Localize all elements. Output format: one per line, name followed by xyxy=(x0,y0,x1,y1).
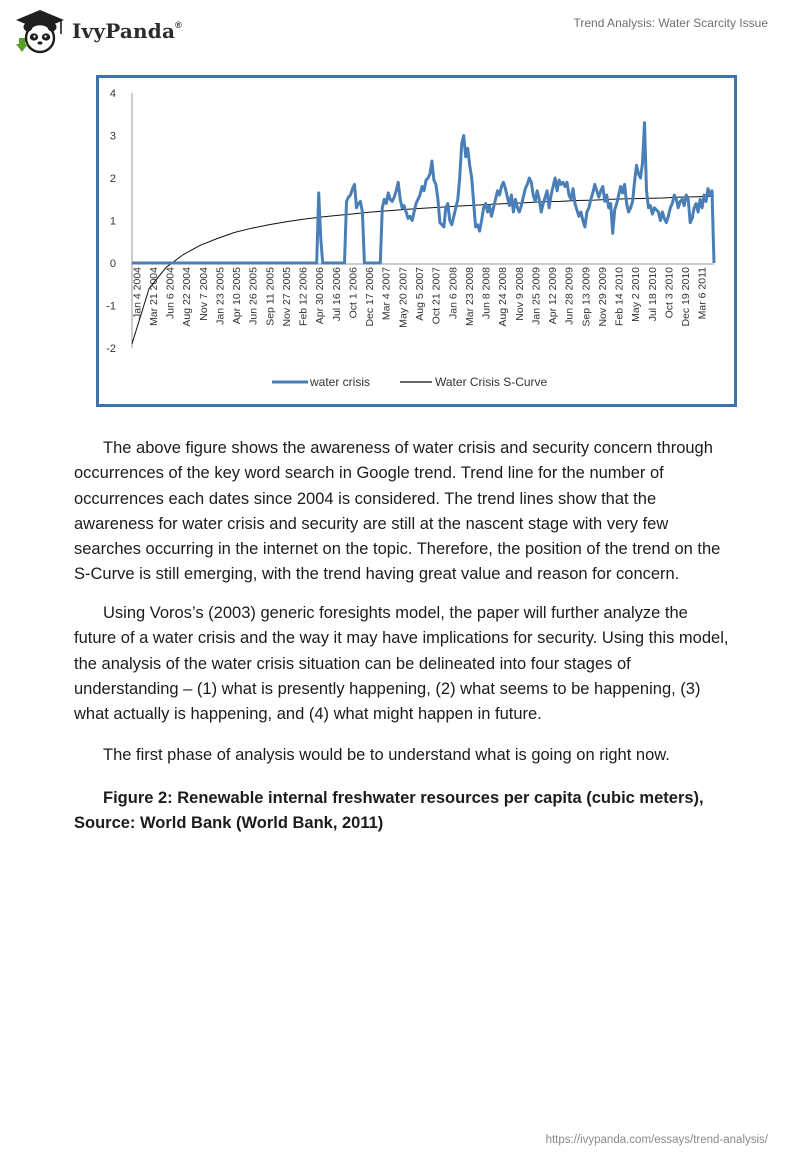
x-tick-label: Mar 4 2007 xyxy=(380,267,393,321)
x-tick-label: Jan 4 2004 xyxy=(131,267,144,319)
chart-frame xyxy=(98,77,736,406)
x-tick-label: May 20 2007 xyxy=(397,267,410,328)
x-tick-label: Feb 14 2010 xyxy=(613,267,626,326)
x-tick-label: Feb 12 2006 xyxy=(297,267,310,326)
brand-name: IvyPanda® xyxy=(72,19,182,43)
x-tick-label: Jul 16 2006 xyxy=(330,267,343,322)
brand-logo-link[interactable] xyxy=(14,8,182,54)
paragraph-figure-explanation: The above figure shows the awareness of water crisis and security concern through occurrences of the key word search in Google trend. Trend line for the number of occurrences each dates since 2004 is considered. The trend lines show that the awareness for water crisis and security are still at the nascent stage with very few searches occurring in the internet on the topic. Therefore, the position of the trend on the S-Curve is still emerging, with the trend having great value and reason for concern. xyxy=(74,439,721,584)
y-tick-label: 3 xyxy=(109,130,116,143)
y-tick-label: -2 xyxy=(106,343,116,355)
legend-label-s-curve: Water Crisis S-Curve xyxy=(435,375,548,389)
x-tick-label: Jan 6 2008 xyxy=(447,267,460,319)
x-tick-label: Nov 9 2008 xyxy=(513,267,526,321)
trend-line-chart xyxy=(96,75,737,407)
x-tick-label: Aug 24 2008 xyxy=(497,267,510,327)
source-url[interactable]: https://ivypanda.com/essays/trend-analysis/ xyxy=(545,1134,768,1146)
y-tick-label: 0 xyxy=(109,258,116,270)
x-tick-label: Aug 22 2004 xyxy=(181,267,194,327)
x-tick-label: Nov 27 2005 xyxy=(280,267,293,327)
x-tick-label: Apr 30 2006 xyxy=(314,267,327,325)
x-tick-label: Mar 23 2008 xyxy=(463,267,476,326)
y-tick-label: 1 xyxy=(109,215,116,228)
x-tick-label: Mar 6 2011 xyxy=(696,267,709,320)
x-tick-label: Jun 28 2009 xyxy=(563,266,576,325)
legend-label-water-crisis: water crisis xyxy=(310,375,371,389)
x-tick-label: Jan 23 2005 xyxy=(214,267,227,325)
page-header xyxy=(0,0,800,60)
x-tick-label: Dec 17 2006 xyxy=(364,267,377,327)
x-tick-label: Sep 13 2009 xyxy=(580,267,593,327)
x-tick-label: Nov 29 2009 xyxy=(596,267,609,327)
x-tick-label: Oct 1 2006 xyxy=(347,267,360,319)
x-tick-label: May 2 2010 xyxy=(630,267,643,322)
x-tick-label: Apr 12 2009 xyxy=(547,267,560,325)
y-tick-label: -1 xyxy=(106,300,116,313)
panda-graduate-icon xyxy=(14,8,66,54)
x-tick-label: Sep 11 2005 xyxy=(264,267,277,326)
x-tick-label: Oct 21 2007 xyxy=(430,267,443,325)
y-tick-label: 2 xyxy=(109,173,116,185)
paragraph-voros-model: Using Voros’s (2003) generic foresights model, the paper will further analyze the future of a water crisis and the way it may have implications for security. Using this model, the analysis of the water crisis situation can be delineated into four stages of understanding – (1) what is presently happening, (2) what seems to be happening, (3) what actually is happening, and (4) what might happen in future. xyxy=(74,604,729,724)
x-tick-label: Jun 8 2008 xyxy=(480,267,493,319)
x-tick-label: Nov 7 2004 xyxy=(197,267,210,321)
x-tick-label: Apr 10 2005 xyxy=(231,267,244,325)
x-tick-label: Jun 26 2005 xyxy=(247,267,260,325)
y-tick-label: 4 xyxy=(109,88,116,100)
paragraph-first-phase: The first phase of analysis would be to understand what is going on right now. xyxy=(103,746,670,764)
x-tick-label: Aug 5 2007 xyxy=(414,267,426,321)
x-tick-label: Jan 25 2009 xyxy=(530,267,543,325)
document-title: Trend Analysis: Water Scarcity Issue xyxy=(573,16,768,30)
x-tick-label: Dec 19 2010 xyxy=(680,267,693,327)
x-tick-label: Mar 21 2004 xyxy=(147,267,160,326)
x-tick-label: Jul 18 2010 xyxy=(646,267,659,322)
figure-2-caption: Figure 2: Renewable internal freshwater resources per capita (cubic meters), Source: World Bank (World Bank, 2011) xyxy=(74,789,704,833)
x-tick-label: Oct 3 2010 xyxy=(663,267,676,319)
trend-chart-figure xyxy=(96,75,737,407)
x-tick-label: Jun 6 2004 xyxy=(164,267,177,319)
